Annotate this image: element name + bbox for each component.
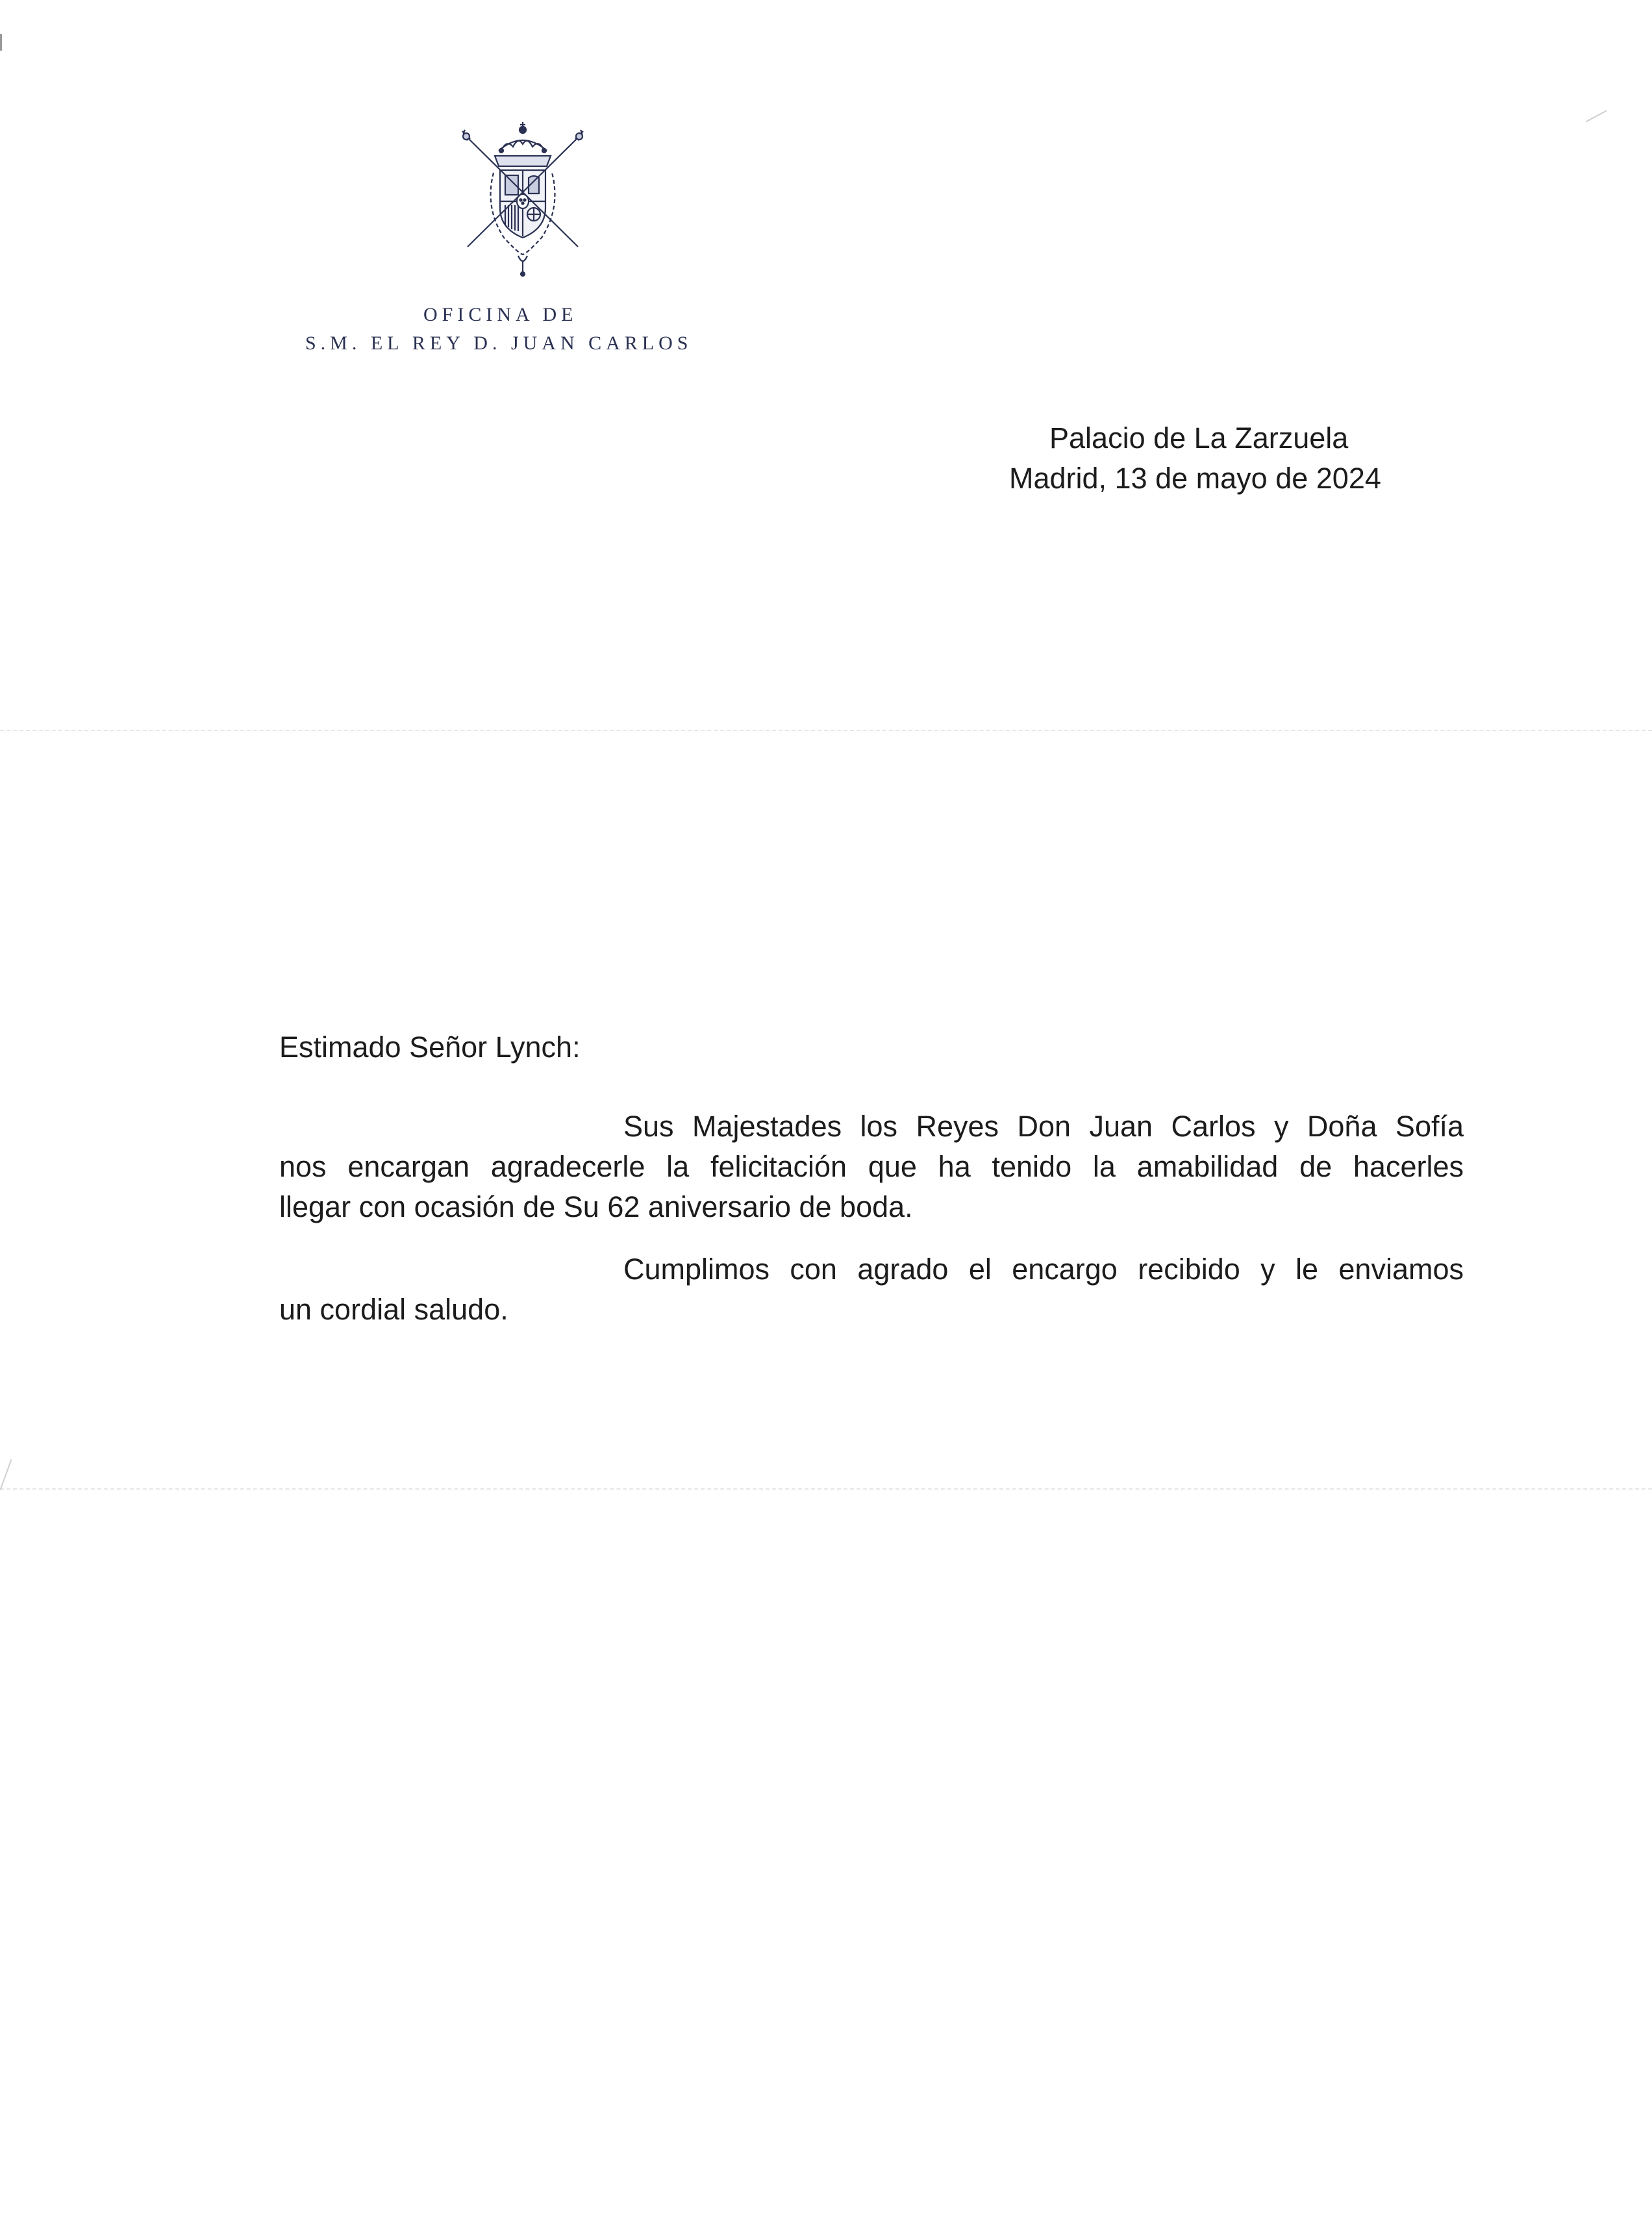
royal-coat-of-arms-icon xyxy=(448,110,597,279)
paragraph-line: un cordial saludo. xyxy=(279,1293,508,1326)
scan-mark xyxy=(0,34,2,51)
office-name-line-2: S.M. EL REY D. JUAN CARLOS xyxy=(305,332,693,354)
scan-mark xyxy=(1586,110,1607,123)
paragraph-line: Sus Majestades los Reyes Don Juan Carlos y Doña Sofía xyxy=(623,1110,1464,1143)
office-name-line-1: OFICINA DE xyxy=(423,304,578,325)
scan-mark xyxy=(0,1459,12,1490)
body-paragraph-1 xyxy=(279,1106,1464,1227)
paragraph-line: nos encargan agradecerle la felicitación que ha tenido la amabilidad de hacerles xyxy=(279,1150,1464,1183)
fold-line xyxy=(0,730,1652,731)
fold-line xyxy=(0,1488,1652,1490)
paragraph-line: Cumplimos con agrado el encargo recibido y le enviamos xyxy=(623,1253,1464,1286)
body-paragraph-2 xyxy=(279,1249,1464,1330)
letter-place: Palacio de La Zarzuela xyxy=(1049,421,1349,455)
paragraph-line: llegar con ocasión de Su 62 aniversario de boda. xyxy=(279,1190,913,1223)
letter-date: Madrid, 13 de mayo de 2024 xyxy=(1009,462,1381,495)
salutation: Estimado Señor Lynch: xyxy=(279,1031,581,1064)
